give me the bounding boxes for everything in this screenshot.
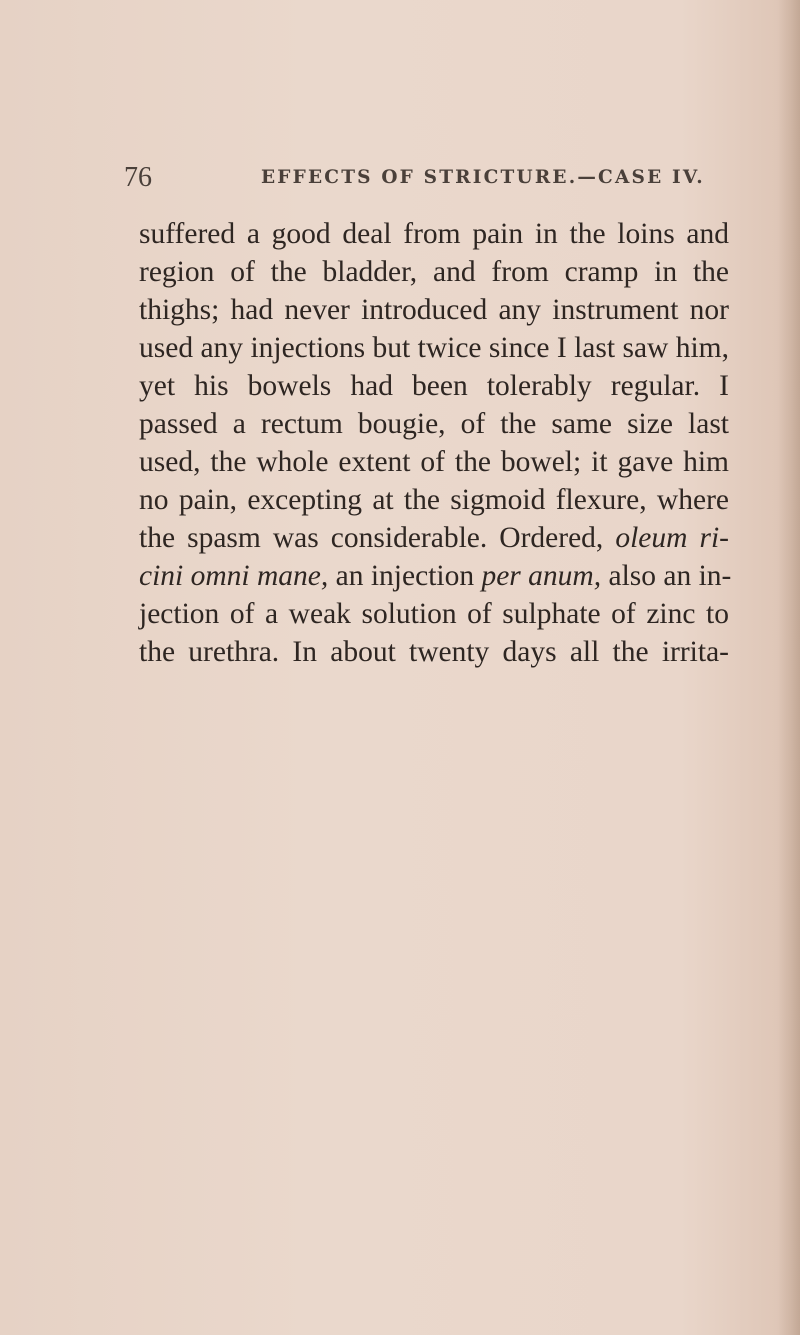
running-title: EFFECTS OF STRICTURE.—CASE IV. — [261, 167, 705, 188]
text-line: passed a rectum bougie, of the same size last — [139, 408, 729, 440]
text-line: yet his bowels had been tolerably regular. I — [139, 370, 729, 402]
text-line: jection of a weak solution of sulphate of zinc to — [139, 598, 729, 630]
page-number: 76 — [124, 162, 152, 193]
text-line: region of the bladder, and from cramp in the — [139, 256, 729, 288]
running-head — [124, 160, 744, 196]
text-line: used any injections but twice since I last saw him, — [139, 332, 729, 364]
text-line: the spasm was considerable. Ordered, oleum ri- — [139, 522, 729, 554]
text-line: no pain, excepting at the sigmoid flexure, where — [139, 484, 729, 516]
page-edge-shadow — [778, 0, 800, 1335]
text-line: the urethra. In about twenty days all the irrita- — [139, 636, 729, 668]
text-line: thighs; had never introduced any instrument nor — [139, 294, 729, 326]
text-line: suffered a good deal from pain in the loins and — [139, 218, 729, 250]
text-line: cini omni mane, an injection per anum, also an in- — [139, 560, 732, 592]
text-line: used, the whole extent of the bowel; it gave him — [139, 446, 729, 478]
